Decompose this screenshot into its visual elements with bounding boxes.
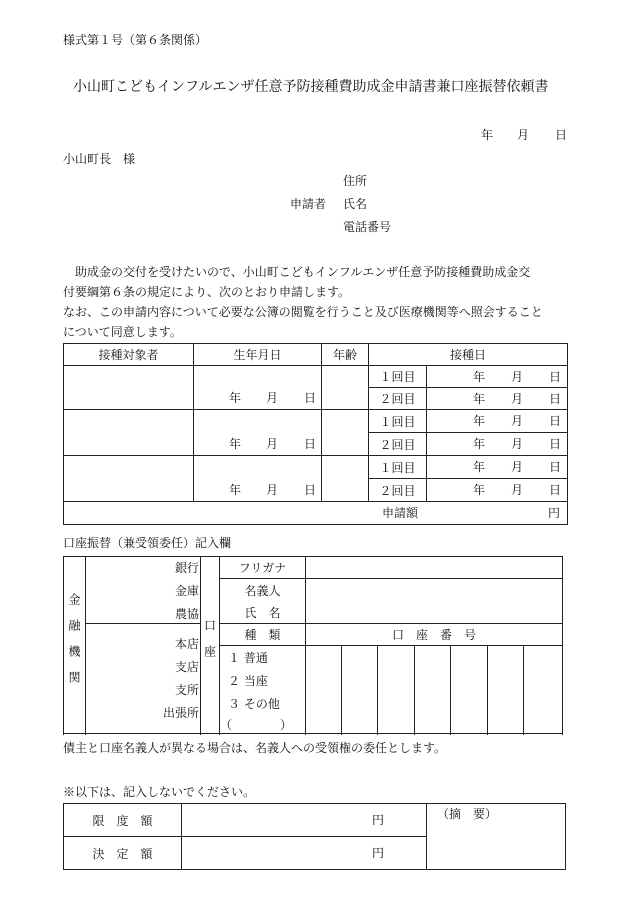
summary-box: （摘 要） <box>427 804 566 870</box>
round-1-label: １回目 <box>369 410 427 433</box>
branch-name-field[interactable]: 本店 支店 支所 出張所 <box>86 624 201 734</box>
holder-label-1: 名義人 <box>220 579 306 602</box>
age-2[interactable] <box>322 410 369 456</box>
type-label: 種 類 <box>220 624 306 646</box>
round-1-label: １回目 <box>369 366 427 388</box>
date-month-label: 月 <box>517 128 530 142</box>
body-line-3: なお、この申請内容について必要な公簿の閲覧を行うこと及び医療機関等へ照会すること <box>63 305 543 319</box>
round-1-date[interactable]: 年 月 日 <box>427 366 568 388</box>
body-line-1: 助成金の交付を受けたいので、小山町こどもインフルエンザ任意予防接種費助成金交 <box>75 265 531 279</box>
round-2-date[interactable]: 年 月 日 <box>427 433 568 456</box>
office-note: ※以下は、記入しないでください。 <box>63 785 256 799</box>
applicant-phone-label: 電話番号 <box>343 220 392 234</box>
round-1-label: １回目 <box>369 456 427 479</box>
decision-label: 決 定 額 <box>64 837 182 870</box>
holder-label-2: 氏 名 <box>220 602 306 624</box>
applicant-name-label: 氏名 <box>343 197 368 211</box>
decision-amount: 円 <box>182 837 427 870</box>
applicant-label: 申請者 <box>290 197 327 211</box>
round-2-label: ２回目 <box>369 479 427 502</box>
digit-7[interactable] <box>524 646 563 734</box>
body-line-2: 付要綱第６条の規定により、次のとおり申請します。 <box>63 285 351 299</box>
target-name-2[interactable] <box>64 410 194 456</box>
birth-date-2[interactable]: 年 月 日 <box>194 410 322 456</box>
addressee: 小山町長 様 <box>63 152 136 166</box>
limit-amount: 円 <box>182 804 427 837</box>
furigana-label: フリガナ <box>220 557 306 579</box>
header-birth: 生年月日 <box>194 344 322 366</box>
target-name-1[interactable] <box>64 366 194 410</box>
digit-4[interactable] <box>415 646 451 734</box>
institution-label: 金融機関 <box>64 557 86 734</box>
form-number: 様式第１号（第６条関係） <box>63 33 208 47</box>
account-label: 口座 <box>201 557 220 734</box>
limit-label: 限 度 額 <box>64 804 182 837</box>
round-1-date[interactable]: 年 月 日 <box>427 410 568 433</box>
number-label: 口 座 番 号 <box>306 624 563 646</box>
age-1[interactable] <box>322 366 369 410</box>
type-current[interactable]: ２ 当座 <box>228 674 268 688</box>
round-2-label: ２回目 <box>369 388 427 410</box>
furigana-field[interactable] <box>306 557 563 579</box>
target-name-3[interactable] <box>64 456 194 502</box>
date-year-label: 年 <box>481 128 494 142</box>
birth-date-3[interactable]: 年 月 日 <box>194 456 322 502</box>
vaccine-table <box>63 343 568 525</box>
amount-label: 申請額 <box>382 506 419 520</box>
header-target: 接種対象者 <box>64 344 194 366</box>
type-other[interactable]: ３ その他 <box>228 697 280 711</box>
bank-name-field[interactable]: 銀行 金庫 農協 <box>86 557 201 624</box>
holder-name-field[interactable] <box>306 579 563 624</box>
type-other-paren: （ ） <box>220 718 293 732</box>
office-table <box>63 803 566 870</box>
document-title: 小山町こどもインフルエンザ任意予防接種費助成金申請書兼口座振替依頼書 <box>73 79 549 95</box>
header-date: 接種日 <box>369 344 568 366</box>
date-day-label: 日 <box>555 128 568 142</box>
applicant-address-label: 住所 <box>343 174 368 188</box>
digit-6[interactable] <box>488 646 524 734</box>
type-ordinary[interactable]: １ 普通 <box>228 651 268 665</box>
digit-2[interactable] <box>342 646 378 734</box>
amount-row[interactable] <box>64 502 568 525</box>
account-section-title: 口座振替（兼受領委任）記入欄 <box>63 536 232 550</box>
body-line-4: について同意します。 <box>63 325 182 339</box>
account-type-options[interactable] <box>220 646 306 734</box>
birth-date-1[interactable]: 年 月 日 <box>194 366 322 410</box>
account-table <box>63 556 563 734</box>
header-age: 年齢 <box>322 344 369 366</box>
digit-3[interactable] <box>378 646 415 734</box>
delegation-notice: 債主と口座名義人が異なる場合は、名義人への受領権の委任とします。 <box>63 741 447 755</box>
digit-5[interactable] <box>451 646 488 734</box>
round-1-date[interactable]: 年 月 日 <box>427 456 568 479</box>
round-2-date[interactable]: 年 月 日 <box>427 479 568 502</box>
round-2-date[interactable]: 年 月 日 <box>427 388 568 410</box>
digit-1[interactable] <box>306 646 342 734</box>
amount-yen: 円 <box>548 506 561 520</box>
age-3[interactable] <box>322 456 369 502</box>
round-2-label: ２回目 <box>369 433 427 456</box>
